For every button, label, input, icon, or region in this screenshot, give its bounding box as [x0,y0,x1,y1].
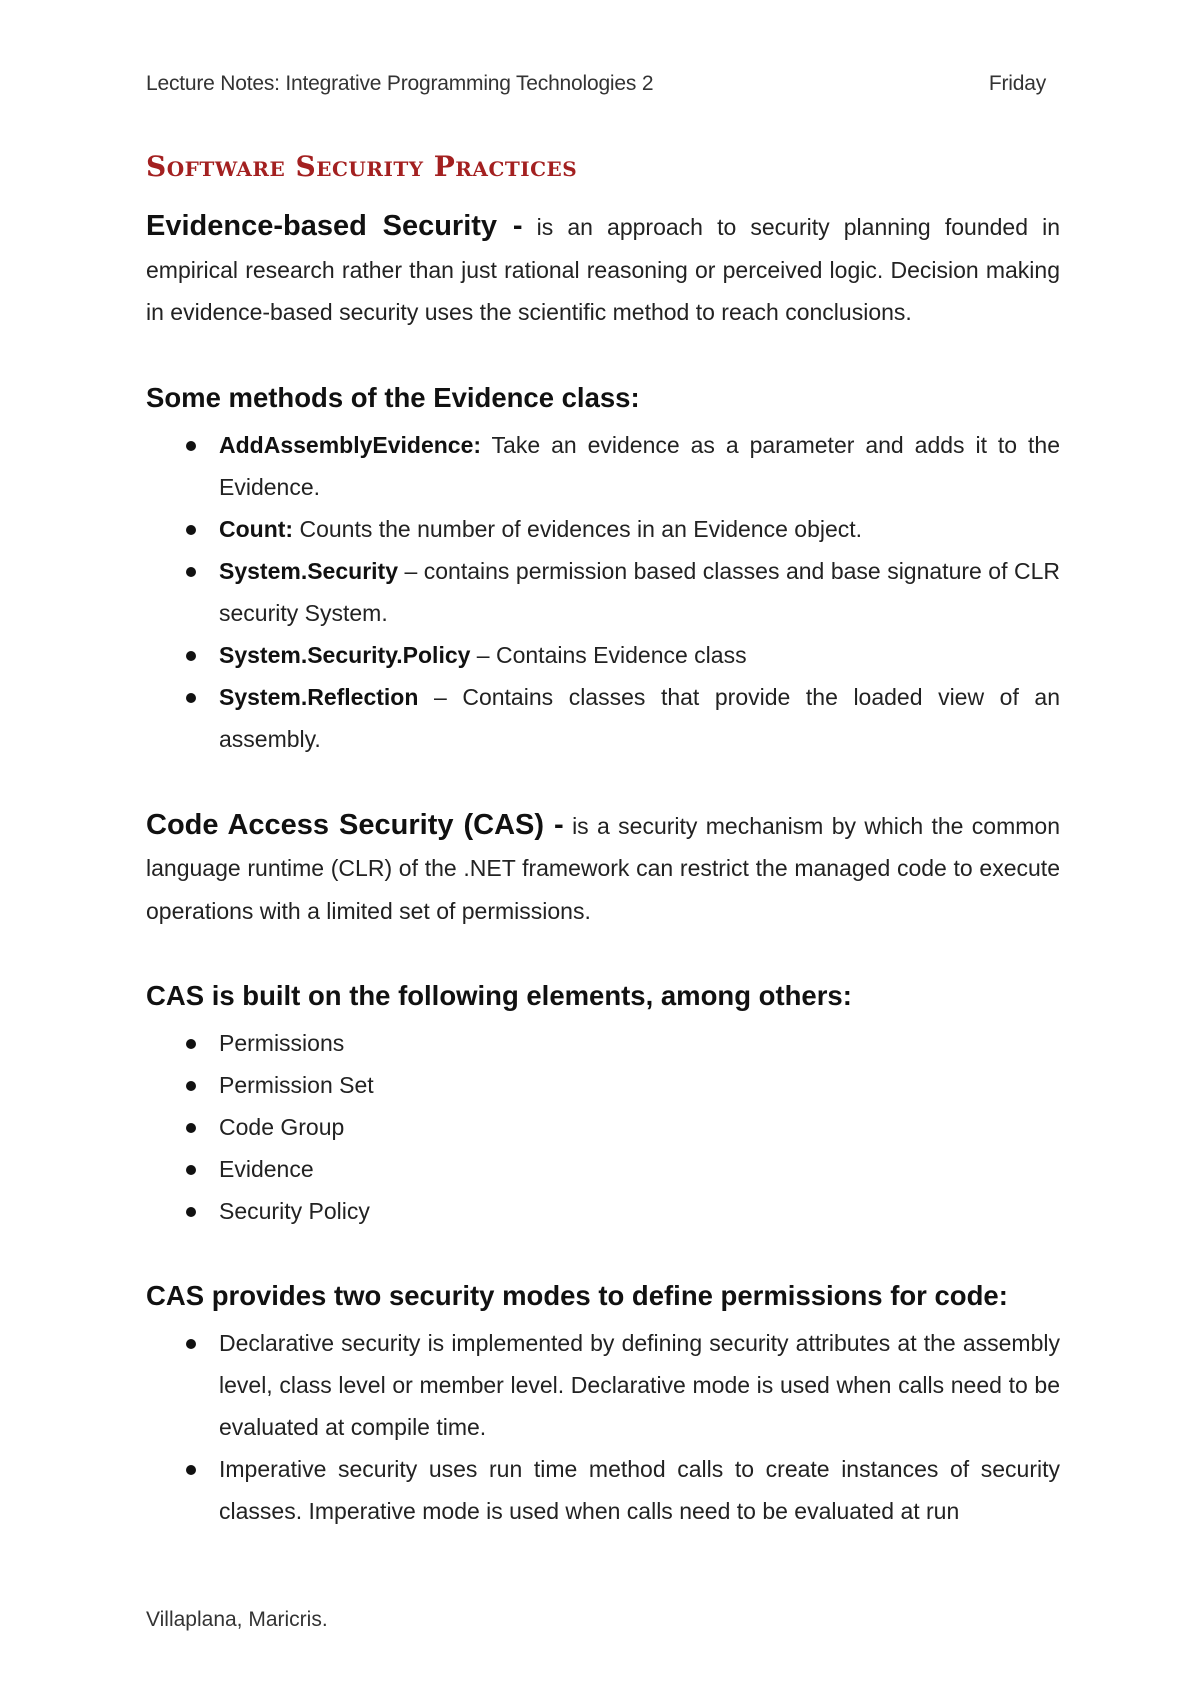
list-item: Permissions [146,1022,1060,1064]
modes-list [146,1322,1060,1532]
bullet-icon [186,525,196,535]
bullet-icon [186,1465,196,1475]
list-item: Code Group [146,1106,1060,1148]
bullet-icon [186,693,196,703]
cas-paragraph [146,804,1060,933]
bullet-icon [186,441,196,451]
list-item: System.Reflection – Contains classes that provide the loaded view of an assembly. [146,676,1060,760]
cas-text: is a security mechanism by which the common language runtime (CLR) of the .NET framework can restrict the managed code to execute operations with a limited set of permissions. [146,812,1060,924]
list-item: AddAssemblyEvidence: Take an evidence as a parameter and adds it to the Evidence. [146,424,1060,508]
bullet-icon [186,1165,196,1175]
evidence-based-security-term: Evidence-based Security - [146,210,523,242]
bullet-icon [186,1081,196,1091]
bullet-icon [186,567,196,577]
list-item: Evidence [146,1148,1060,1190]
bullet-icon [186,1039,196,1049]
evidence-based-security-text: is an approach to security planning founded in empirical research rather than just rational reasoning or perceived logic. Decision making in evidence-based security uses the scientific method to reach conclusions. [146,214,1061,325]
list-item: System.Security – contains permission based classes and base signature of CLR security System. [146,550,1060,634]
header-day: Friday [988,72,1046,95]
evidence-based-security-paragraph [146,205,1060,334]
header-course-title: Lecture Notes: Integrative Programming Technologies 2 [146,72,654,95]
cas-term: Code Access Security (CAS) - [146,808,564,841]
list-item: System.Security.Policy – Contains Evidence class [146,634,1060,676]
elements-list [146,1022,1060,1232]
methods-list [146,424,1060,760]
list-item: Security Policy [146,1190,1060,1232]
list-item: Count: Counts the number of evidences in an Evidence object. [146,508,1060,550]
list-item: Declarative security is implemented by defining security attributes at the assembly level, class level or member level. Declarative mode is used when calls need to be evaluated at compile time. [146,1322,1060,1448]
list-item: Permission Set [146,1064,1060,1106]
bullet-icon [186,651,196,661]
page-content [146,150,1060,1532]
modes-heading: CAS provides two security modes to define permissions for code: [146,1280,1008,1311]
bullet-icon [186,1123,196,1133]
elements-heading: CAS is built on the following elements, among others: [146,980,852,1011]
list-item: Imperative security uses run time method calls to create instances of security classes. Imperative mode is used when calls need to be evaluated at run [146,1448,1060,1532]
section-title: Software Security Practices [146,150,578,183]
bullet-icon [186,1339,196,1349]
page-footer-author: Villaplana, Maricris. [146,1608,328,1631]
methods-heading: Some methods of the Evidence class: [146,381,640,413]
bullet-icon [186,1207,196,1217]
